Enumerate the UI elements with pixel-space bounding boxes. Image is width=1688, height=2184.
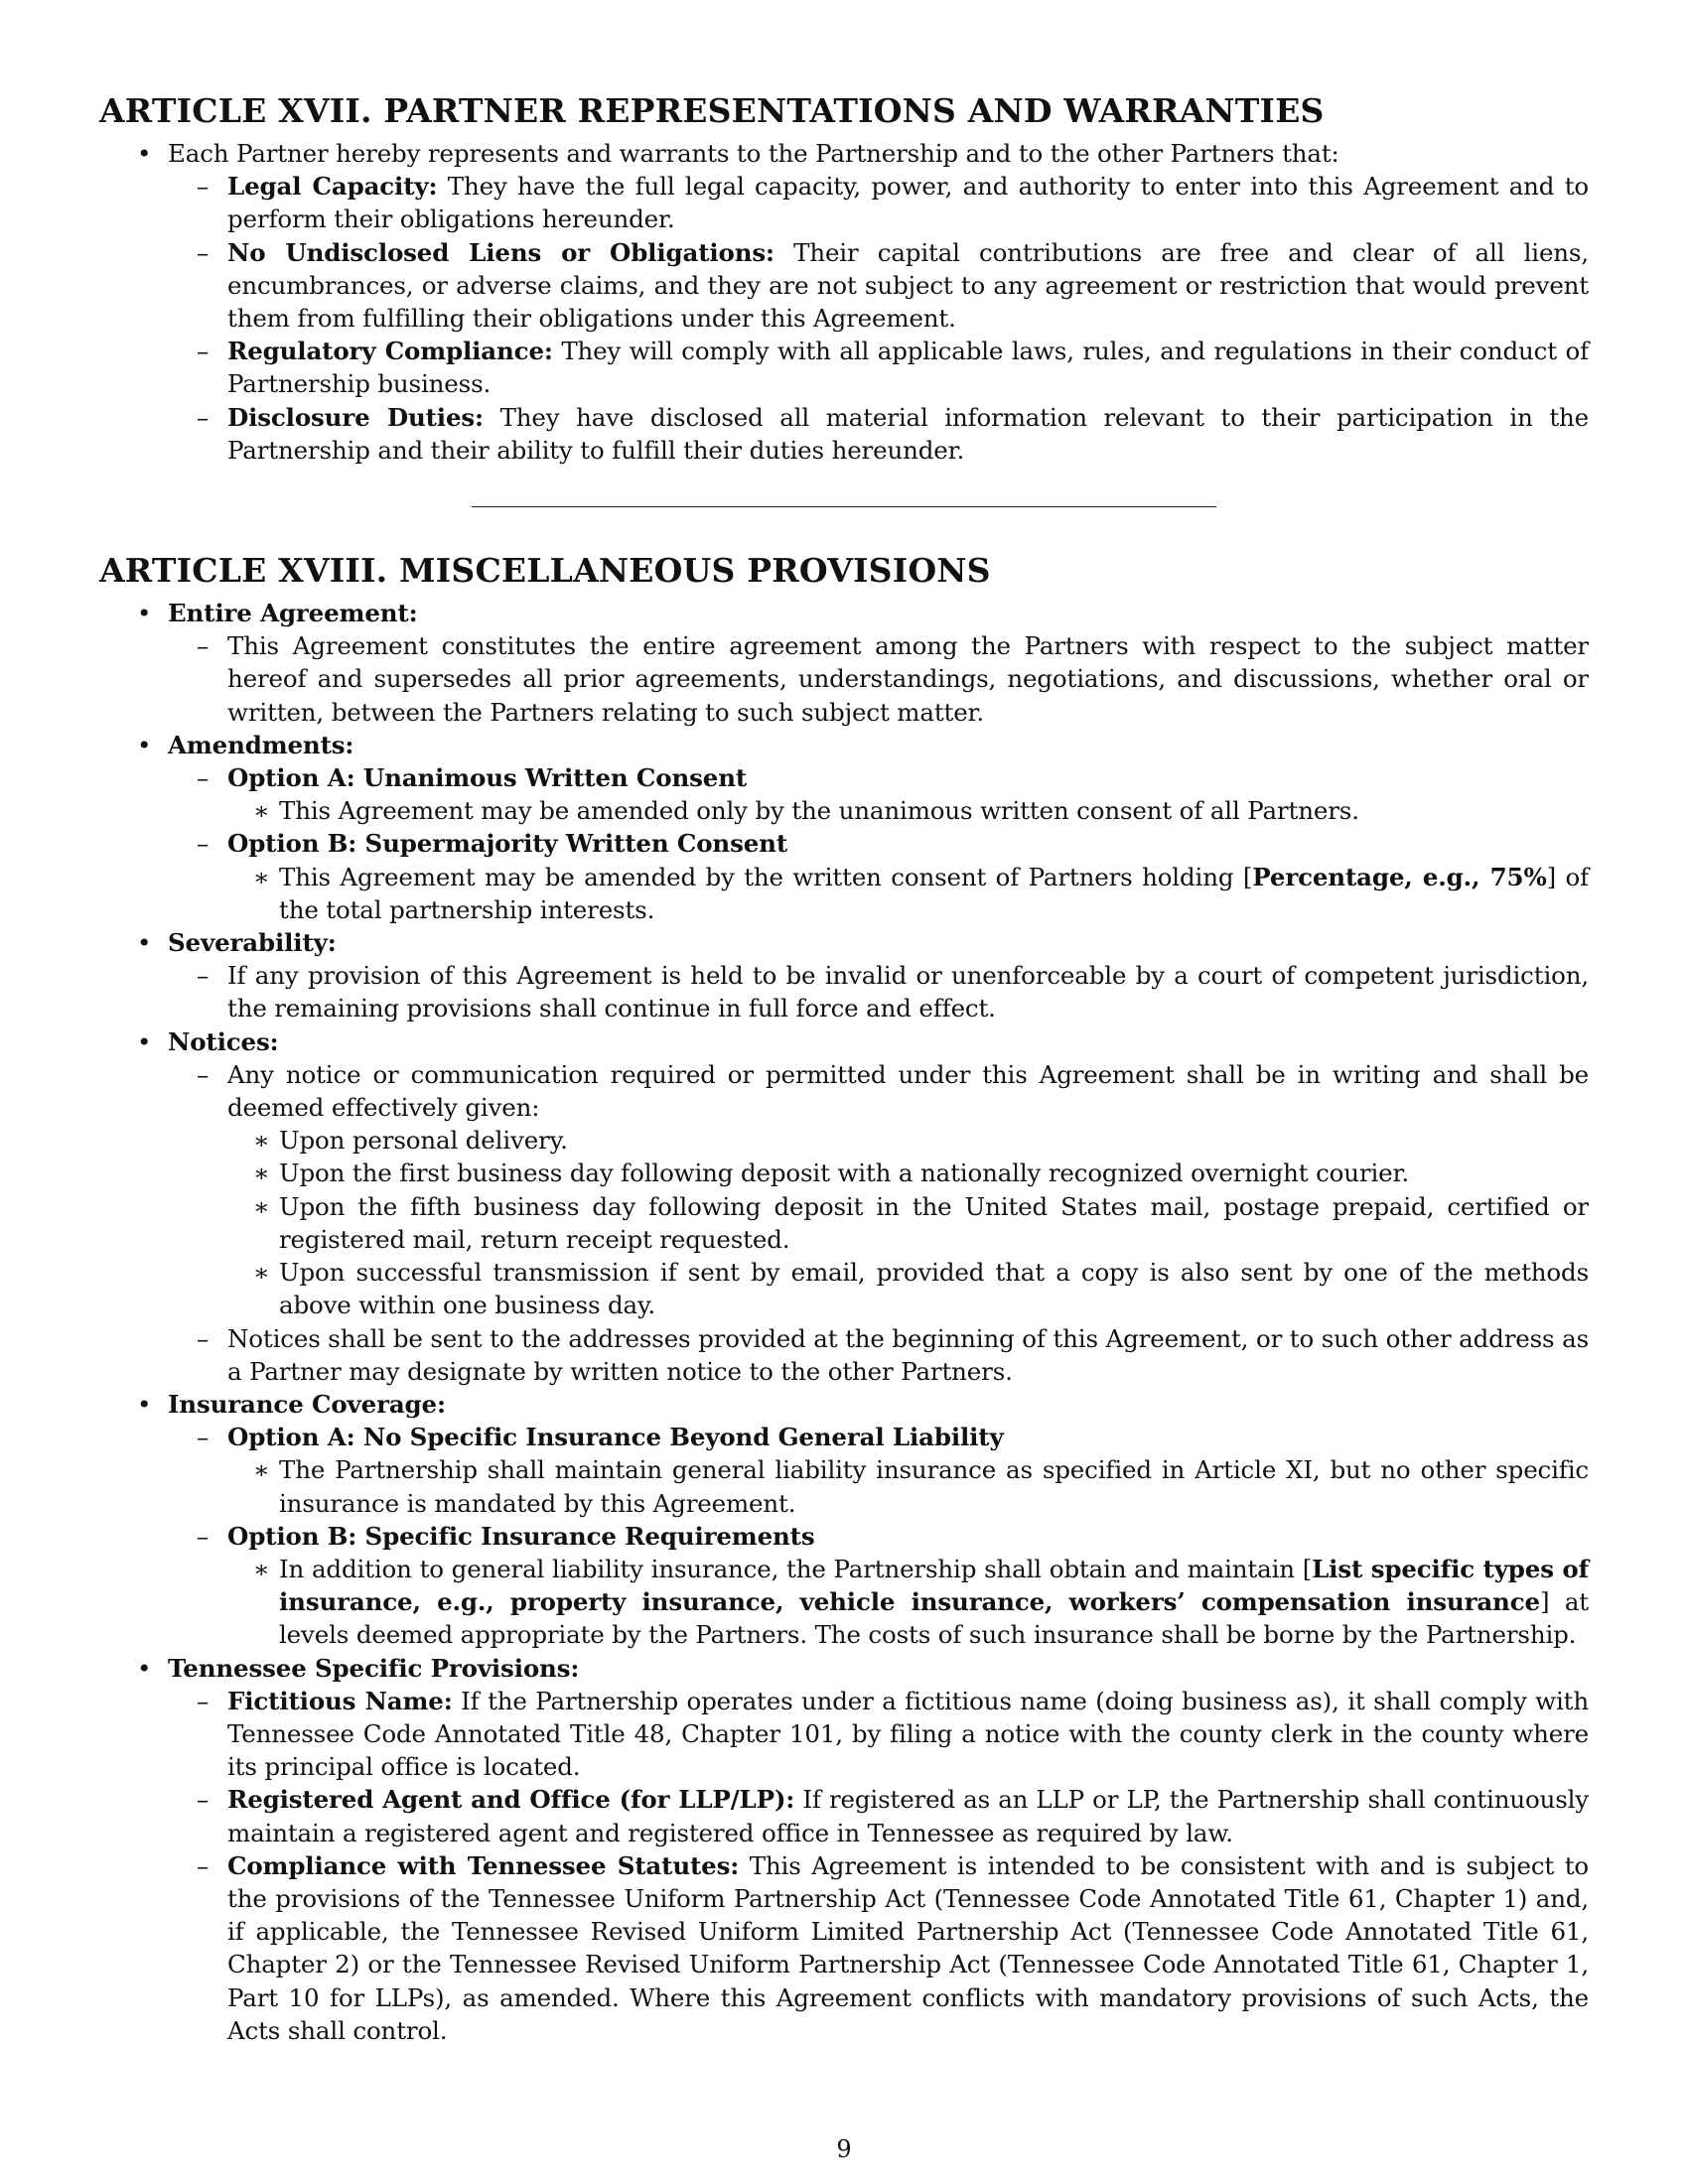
tennessee-sublist	[168, 1685, 1589, 2047]
text-after: ] at levels deemed appropriate by the Partners. The costs of such insurance shall be borne by the Partnership.	[279, 1587, 1590, 1650]
list-item	[227, 861, 1589, 926]
list-item	[168, 1058, 1589, 1322]
option-b-sublist	[227, 861, 1589, 926]
list-item: ∗ Upon personal delivery.	[227, 1124, 1589, 1157]
section-divider	[472, 506, 1216, 507]
article-xvii	[99, 91, 1589, 467]
list-item: – This Agreement constitutes the entire agreement among the Partners with respect to the subject matter hereof and supersedes all prior agreements, understandings, negotiations, and discussions, whether oral or written, between the Partners relating to such subject matter.	[168, 629, 1589, 729]
list-item	[168, 1783, 1589, 1848]
item-label: Regulatory Compliance:	[227, 337, 553, 366]
list-item	[168, 1685, 1589, 1784]
entire-agreement-label: Entire Agreement:	[168, 599, 418, 628]
page-number: 9	[836, 2135, 852, 2163]
item-text: Their capital contributions are free and clear of all liens, encumbrances, or adverse claims, and they are not subject to any agreement or restriction that would prevent them from fulfilling their obligations under this Agreement.	[227, 237, 1589, 334]
tennessee-item	[99, 1652, 1589, 2047]
representations-list	[168, 170, 1589, 467]
list-item	[168, 170, 1589, 235]
amendments-item	[99, 729, 1589, 926]
notices-item	[99, 1025, 1589, 1388]
insurance-options	[168, 1421, 1589, 1651]
insurance-item	[99, 1388, 1589, 1652]
item-text: They will comply with all applicable laws, rules, and regulations in their conduct of Partnership business.	[227, 337, 1589, 399]
item-text: This Agreement is intended to be consistent with and is subject to the provisions of the Tennessee Uniform Partnership Act (Tennessee Code Annotated Title 61, Chapter 1) and, if applicable, the Tennessee Revised Uniform Limited Partnership Act (Tennessee Code Annotated Title 61, Chapter 2) or the Tennessee Revised Uniform Partnership Act (Tennessee Code Annotated Title 61, Chapter 1, Part 10 for LLPs), as amended. Where this Agreement conflicts with mandatory provisions of such Acts, the Acts shall control.	[227, 1850, 1589, 2045]
representations-intro: Each Partner hereby represents and warrants to the Partnership and to the other Partners that:	[168, 139, 1339, 168]
option-label: Option A: Unanimous Written Consent	[227, 763, 748, 793]
article-xviii-list	[99, 597, 1589, 2047]
article-xviii-heading: ARTICLE XVIII. MISCELLANEOUS PROVISIONS	[99, 551, 991, 591]
entire-agreement-sublist	[168, 629, 1589, 729]
article-xvii-heading: ARTICLE XVII. PARTNER REPRESENTATIONS AND WARRANTIES	[99, 91, 1325, 130]
insurance-label: Insurance Coverage:	[168, 1389, 446, 1419]
notices-intro: Any notice or communication required or permitted under this Agreement shall be in writing and shall be deemed effectively given:	[227, 1059, 1589, 1123]
severability-sublist	[168, 959, 1589, 1024]
item-label: No Undisclosed Liens or Obligations:	[227, 237, 774, 267]
text-before: This Agreement may be amended by the written consent of Partners holding [	[279, 862, 1253, 891]
list-item: ∗ Upon the first business day following deposit with a nationally recognized overnight courier.	[227, 1157, 1589, 1189]
list-item	[168, 401, 1589, 467]
option-a-sublist	[227, 794, 1589, 827]
severability-label: Severability:	[168, 928, 337, 958]
list-item: ∗ Upon the fifth business day following deposit in the United States mail, postage prepaid, certified or registered mail, return receipt requested.	[227, 1190, 1589, 1256]
list-item	[227, 1553, 1589, 1652]
amendments-option-a	[168, 761, 1589, 827]
item-label: Compliance with Tennessee Statutes:	[227, 1850, 740, 1880]
item-text: If the Partnership operates under a fictitious name (doing business as), it shall comply with Tennessee Code Annotated Title 48, Chapter 101, by filing a notice with the county clerk in the county where its principal office is located.	[227, 1686, 1589, 1782]
list-item: ∗ This Agreement may be amended only by the unanimous written consent of all Partners.	[227, 794, 1589, 827]
list-item: – If any provision of this Agreement is held to be invalid or unenforceable by a court of competent jurisdiction, the remaining provisions shall continue in full force and effect.	[168, 959, 1589, 1024]
item-text: They have disclosed all material information relevant to their participation in the Partnership and their ability to fulfill their duties hereunder.	[227, 402, 1589, 465]
option-label: Option A: No Specific Insurance Beyond General Liability	[227, 1423, 1004, 1452]
tennessee-label: Tennessee Specific Provisions:	[168, 1653, 580, 1683]
text-after: ] of the total partnership interests.	[279, 862, 1589, 924]
option-b-sublist	[227, 1553, 1589, 1652]
amendments-label: Amendments:	[168, 730, 354, 759]
amendments-options	[168, 761, 1589, 926]
list-item: – Notices shall be sent to the addresses provided at the beginning of this Agreement, or to such other address as a Partner may designate by written notice to the other Partners.	[168, 1322, 1589, 1388]
notice-methods	[227, 1124, 1589, 1321]
entire-agreement-item	[99, 597, 1589, 729]
list-item: ∗ The Partnership shall maintain general liability insurance as specified in Article XI, but no other specific insurance is mandated by this Agreement.	[227, 1453, 1589, 1519]
item-label: Disclosure Duties:	[227, 402, 484, 432]
option-label: Option B: Supermajority Written Consent	[227, 829, 788, 859]
text-before: In addition to general liability insurance, the Partnership shall obtain and maintain [	[279, 1554, 1313, 1583]
list-item: ∗ Upon successful transmission if sent by email, provided that a copy is also sent by one of the methods above within one business day.	[227, 1256, 1589, 1321]
item-text: They have the full legal capacity, power, and authority to enter into this Agreement and to perform their obligations hereunder.	[227, 172, 1590, 234]
item-label: Legal Capacity:	[227, 172, 438, 202]
item-label: Registered Agent and Office (for LLP/LP):	[227, 1785, 795, 1815]
amendments-option-b	[168, 827, 1589, 926]
item-label: Fictitious Name:	[227, 1686, 453, 1715]
option-label: Option B: Specific Insurance Requirements	[227, 1521, 815, 1551]
item-text: If registered as an LLP or LP, the Partnership shall continuously maintain a registered agent and registered office in Tennessee as required by law.	[227, 1785, 1590, 1847]
notices-sublist	[168, 1058, 1589, 1388]
article-xviii	[99, 551, 1589, 2047]
article-xvii-list	[99, 137, 1589, 467]
insurance-option-b	[168, 1520, 1589, 1652]
list-item	[168, 335, 1589, 400]
option-a-sublist	[227, 1453, 1589, 1519]
fill-in-placeholder: List specific types of insurance, e.g., property insurance, vehicle insurance, workers’ compensation insurance	[279, 1554, 1589, 1617]
list-item	[168, 1849, 1589, 2047]
list-item	[168, 236, 1589, 336]
notices-label: Notices:	[168, 1026, 279, 1056]
insurance-option-a	[168, 1421, 1589, 1520]
list-item	[99, 137, 1589, 467]
fill-in-placeholder: Percentage, e.g., 75%	[1252, 862, 1547, 891]
page-content	[99, 91, 1589, 2047]
severability-item	[99, 926, 1589, 1025]
